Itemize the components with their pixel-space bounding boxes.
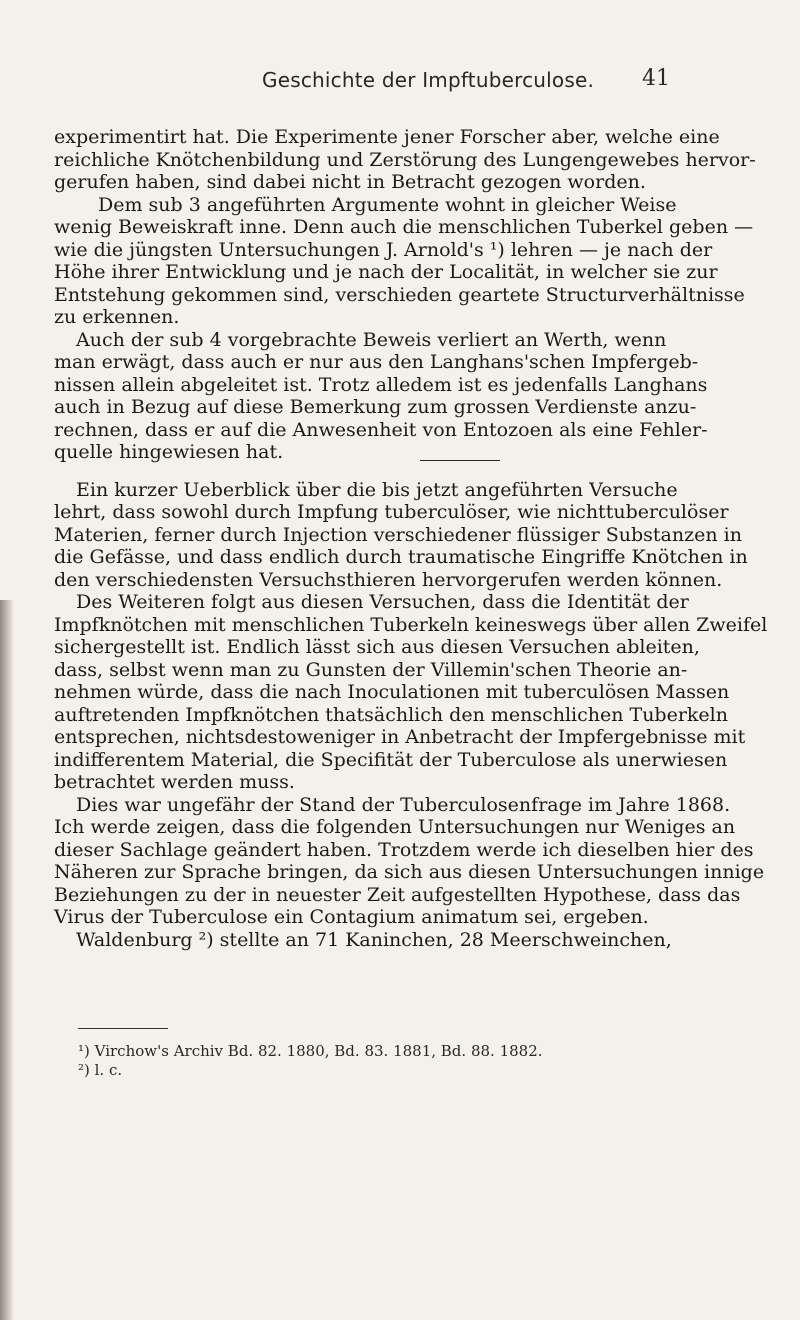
running-title: Geschichte der Impftuberculose. [262, 68, 595, 92]
page-number: 41 [642, 66, 670, 91]
text-line: zu erkennen. [54, 306, 180, 328]
text-line: Impfknötchen mit menschlichen Tuberkeln keineswegs über allen Zweifel [54, 613, 768, 636]
binding-shadow [0, 600, 14, 1320]
footnote-divider [78, 1028, 168, 1029]
text-line: quelle hingewiesen hat. [54, 441, 284, 463]
text-line: Materien, ferner durch Injection verschiedener flüssiger Substanzen in [54, 523, 742, 546]
text-line: reichliche Knötchenbildung und Zerstörung des Lungengewebes hervor- [54, 148, 756, 171]
text-line: Dies war ungefähr der Stand der Tuberculosenfrage im Jahre 1868. [76, 793, 731, 816]
text-line: rechnen, dass er auf die Anwesenheit von Entozoen als eine Fehler- [54, 418, 708, 441]
text-line: Entstehung gekommen sind, verschieden geartete Structurverhältnisse [54, 283, 745, 306]
paragraph [54, 193, 754, 329]
footnote: ¹) Virchow's Archiv Bd. 82. 1880, Bd. 83. 1881, Bd. 88. 1882. [78, 1042, 543, 1060]
text-line: wenig Beweiskraft inne. Denn auch die menschlichen Tuberkel geben — [54, 216, 754, 238]
text-line: nissen allein abgeleitet ist. Trotz alledem ist es jedenfalls Langhans [54, 373, 708, 396]
text-line: Höhe ihrer Entwicklung und je nach der Localität, in welcher sie zur [54, 261, 718, 283]
paragraph [54, 929, 704, 952]
text-line: auch in Bezug auf diese Bemerkung zum grossen Verdienste anzu- [54, 396, 697, 418]
text-line: man erwägt, dass auch er nur aus den Langhans'schen Impfergeb- [54, 351, 699, 373]
footnotes [78, 1042, 688, 1080]
text-line: gerufen haben, sind dabei nicht in Betracht gezogen worden. [54, 171, 646, 193]
text-line: Auch der sub 4 vorgebrachte Beweis verliert an Werth, wenn [76, 328, 667, 351]
text-line: lehrt, dass sowohl durch Impfung tuberculöser, wie nichttuberculöser [54, 501, 729, 523]
page-header [0, 68, 800, 108]
text-line: Des Weiteren folgt aus diesen Versuchen, dass die Identität der [76, 591, 689, 613]
text-line: nehmen würde, dass die nach Inoculationen mit tuberculösen Massen [54, 681, 730, 703]
paragraph [54, 478, 748, 592]
text-line: sichergestellt ist. Endlich lässt sich aus diesen Versuchen ableiten, [54, 636, 700, 658]
text-line: Dem sub 3 angeführten Argumente wohnt in gleicher Weise [98, 193, 677, 216]
text-line: den verschiedensten Versuchsthieren hervorgerufen werden können. [54, 568, 723, 591]
text-line: dass, selbst wenn man zu Gunsten der Villemin'schen Theorie an- [54, 658, 688, 681]
text-line: die Gefässe, und dass endlich durch traumatische Eingriffe Knötchen in [54, 546, 748, 568]
paragraph [54, 328, 708, 464]
text-line: Ein kurzer Ueberblick über die bis jetzt angeführten Versuche [76, 478, 678, 501]
text-line: Näheren zur Sprache bringen, da sich aus diesen Untersuchungen innige [54, 861, 765, 883]
footnote: ²) l. c. [78, 1061, 123, 1079]
text-line: indifferentem Material, die Specifität der Tuberculose als unerwiesen [54, 748, 728, 771]
text-line: wie die jüngsten Untersuchungen J. Arnold's ¹) lehren — je nach der [54, 238, 713, 261]
paragraph [54, 591, 768, 794]
text-line: experimentirt hat. Die Experimente jener Forscher aber, welche eine [54, 126, 720, 148]
body-text [54, 126, 768, 951]
text-line: betrachtet werden muss. [54, 771, 295, 793]
text-line: Virus der Tuberculose ein Contagium animatum sei, ergeben. [54, 906, 649, 928]
text-line: auftretenden Impfknötchen thatsächlich den menschlichen Tuberkeln [54, 703, 728, 726]
text-line: entsprechen, nichtsdestoweniger in Anbetracht der Impfergebnisse mit [54, 726, 746, 748]
text-line: Beziehungen zu der in neuester Zeit aufgestellten Hypothese, dass das [54, 883, 741, 906]
text-line: Waldenburg ²) stellte an 71 Kaninchen, 28 Meerschweinchen, [76, 928, 672, 951]
paragraph [54, 793, 765, 929]
text-line: dieser Sachlage geändert haben. Trotzdem werde ich dieselben hier des [54, 838, 754, 861]
text-line: Ich werde zeigen, dass die folgenden Untersuchungen nur Weniges an [54, 816, 736, 838]
paragraph [54, 126, 756, 194]
